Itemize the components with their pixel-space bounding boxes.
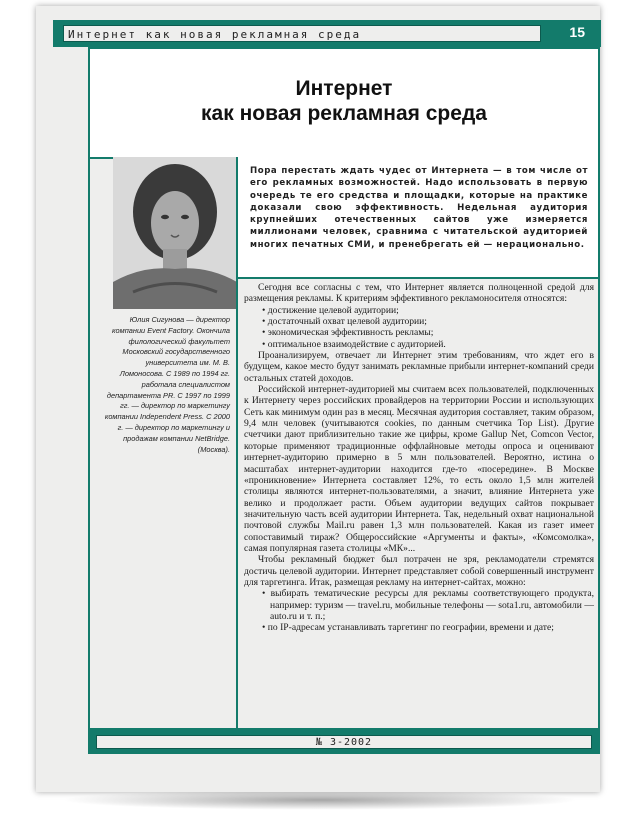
paragraph: Сегодня все согласны с тем, что Интернет является полноценной средой для размещения рекламы. К критериям эффективного рекламоносителя относятся:: [244, 282, 594, 305]
article-title: [90, 76, 598, 126]
list-item: • по IP-адресам устанавливать таргетинг по географии, времени и дате;: [244, 622, 594, 633]
list-item: • выбирать тематические ресурсы для рекламы соответствующего продукта, например: туризм — travel.ru, мобильные телефоны — sota1.ru, автомобили — auto.ru и т. п.;: [244, 588, 594, 622]
list-item: • достижение целевой аудитории;: [244, 305, 594, 316]
page-number: 15: [569, 24, 585, 40]
criteria-list: [244, 305, 594, 350]
title-line-1: Интернет: [295, 77, 393, 100]
list-item: • экономическая эффективность рекламы;: [244, 327, 594, 338]
issue-number: № 3-2002: [96, 735, 592, 749]
author-photo: [113, 157, 237, 309]
list-item: • оптимальное взаимодействие с аудиторией.: [244, 339, 594, 350]
article-body: [244, 282, 594, 634]
article-lead: Пора перестать ждать чудес от Интернета — в том числе от его рекламных возможностей. Надо использовать в первую очередь те его средства и площадки, которые на практике доказали свою эффективность. Недельная аудитория крупнейших отечественных сайтов уже измеряется миллионами человек, сравнима с читательской аудиторией многих печатных СМИ, и пренебрегать ей — нерационально.: [250, 166, 588, 250]
footer-bar: [88, 730, 600, 754]
list-item: • достаточный охват целевой аудитории;: [244, 316, 594, 327]
running-header: [53, 20, 601, 47]
paragraph: Чтобы рекламный бюджет был потрачен не зря, рекламодатели стремятся достичь целевой аудитории. Интернет представляет собой совершенный инструмент для таргетинга. Итак, размещая рекламу на интернет-сайтах, можно:: [244, 554, 594, 588]
running-title: Интернет как новая рекламная среда: [63, 25, 541, 42]
title-area: [90, 49, 598, 159]
paragraph: Российской интернет-аудиторией мы считаем всех пользователей, подключенных к Интернету через российских провайдеров на территории России и использующих Сеть как минимум один раз в месяц. Месячная аудитория составляет, таким образом, 9,4 млн человек (учитываются cookies, по данным счетчика Top List). Другие счетчики дают приблизительно такие же цифры, кроме Gallup Net, Comcon Vector, которые применяют традиционные оффлайновые методы опроса и оценивают интернет-аудиторию примерно в 5 млн пользователей. Вероятно, истина о масштабах интернет-аудитории находится где-то «посередине». В Москве «проникновение» Интернета составляет 12%, то есть около 1,5 млн жителей столицы являются интернет-пользователями, а значит, влияние Интернета уже велико и продолжает расти. Объем аудитории ведущих сайтов покрывает значительную часть всей аудитории Интернета. Так, недельный охват национальной почтовой службы Mail.ru равен 1,3 млн пользователей. Какая из газет имеет сопоставимый тираж? Общероссийские «Аргументы и факты», «Комсомолка», самая популярная газета столицы «МК»...: [244, 384, 594, 554]
lead-box: [238, 157, 598, 279]
author-portrait-image: [113, 157, 237, 309]
author-caption: Юлия Сигунова — директор компании Event Factory. Окончила филологический факультет Московский государственного университета им. М. В. Ломоносова. С 1989 по 1994 гг. работала специалистом департамента PR. С 1997 по 1999 гг. — директор по маркетингу компании Independent Press. С 2000 г. — директор по маркетингу и продажам компании NetBridge. (Москва).: [104, 315, 230, 454]
options-list: [244, 588, 594, 633]
page-shadow: [60, 790, 580, 810]
paragraph: Проанализируем, отвечает ли Интернет этим требованиям, что ждет его в будущем, какое место будут занимать рекламные прибыли интернет-компаний среди остальных статей доходов.: [244, 350, 594, 384]
title-line-2: как новая рекламная среда: [201, 102, 487, 125]
